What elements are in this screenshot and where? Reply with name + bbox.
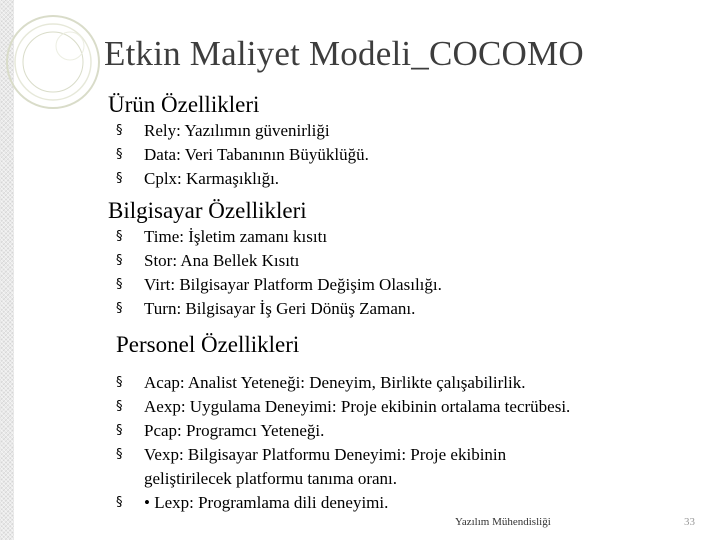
list-item [116,491,570,515]
list-item-continuation: geliştirilecek platformu tanıma oranı. [144,469,398,488]
list-item [116,443,570,491]
list-item-text: Pcap: Programcı Yeteneği. [144,421,325,440]
section-heading-urun: Ürün Özellikleri [108,92,260,117]
list-item [116,167,369,191]
list-item-text: Data: Veri Tabanının Büyüklüğü. [144,145,369,164]
list-item [116,273,442,297]
bullet-list-urun [116,119,369,191]
slide-title: Etkin Maliyet Modeli_COCOMO [104,34,584,73]
list-item-text: • Lexp: Programlama dili deneyimi. [144,493,389,512]
list-item-text: Turn: Bilgisayar İş Geri Dönüş Zamanı. [144,299,416,318]
bullet-marker-icon: § [116,301,123,316]
list-item-text: Time: İşletim zamanı kısıtı [144,227,328,246]
bullet-marker-icon: § [116,375,123,390]
list-item-text: Rely: Yazılımın güvenirliği [144,121,330,140]
list-item-text: Aexp: Uygulama Deneyimi: Proje ekibinin ortalama tecrübesi. [144,397,571,416]
bullet-marker-icon: § [116,171,123,186]
list-item [116,249,442,273]
list-item-text: Stor: Ana Bellek Kısıtı [144,251,300,270]
bullet-marker-icon: § [116,399,123,414]
list-item [116,119,369,143]
list-item-text: Acap: Analist Yeteneği: Deneyim, Birlikte çalışabilirlik. [144,373,526,392]
footer-course-name: Yazılım Mühendisliği [455,516,551,528]
list-item [116,419,570,443]
bullet-marker-icon: § [116,423,123,438]
bullet-list-personel [116,371,570,515]
bullet-marker-icon: § [116,277,123,292]
section-heading-personel: Personel Özellikleri [116,332,300,357]
list-item [116,225,442,249]
bullet-marker-icon: § [116,147,123,162]
bullet-marker-icon: § [116,447,123,462]
section-heading-bilgisayar: Bilgisayar Özellikleri [108,198,307,223]
list-item [116,371,570,395]
list-item [116,395,570,419]
list-item-text: Virt: Bilgisayar Platform Değişim Olasılığı. [144,275,442,294]
list-item [116,143,369,167]
bullet-marker-icon: § [116,495,123,510]
bullet-list-bilgisayar [116,225,442,321]
bullet-marker-icon: § [116,123,123,138]
bullet-marker-icon: § [116,253,123,268]
list-item-text: Cplx: Karmaşıklığı. [144,169,280,188]
footer-page-number: 33 [684,516,695,528]
bullet-marker-icon: § [116,229,123,244]
list-item [116,297,442,321]
list-item-text: Vexp: Bilgisayar Platformu Deneyimi: Proje ekibinin [144,445,507,464]
